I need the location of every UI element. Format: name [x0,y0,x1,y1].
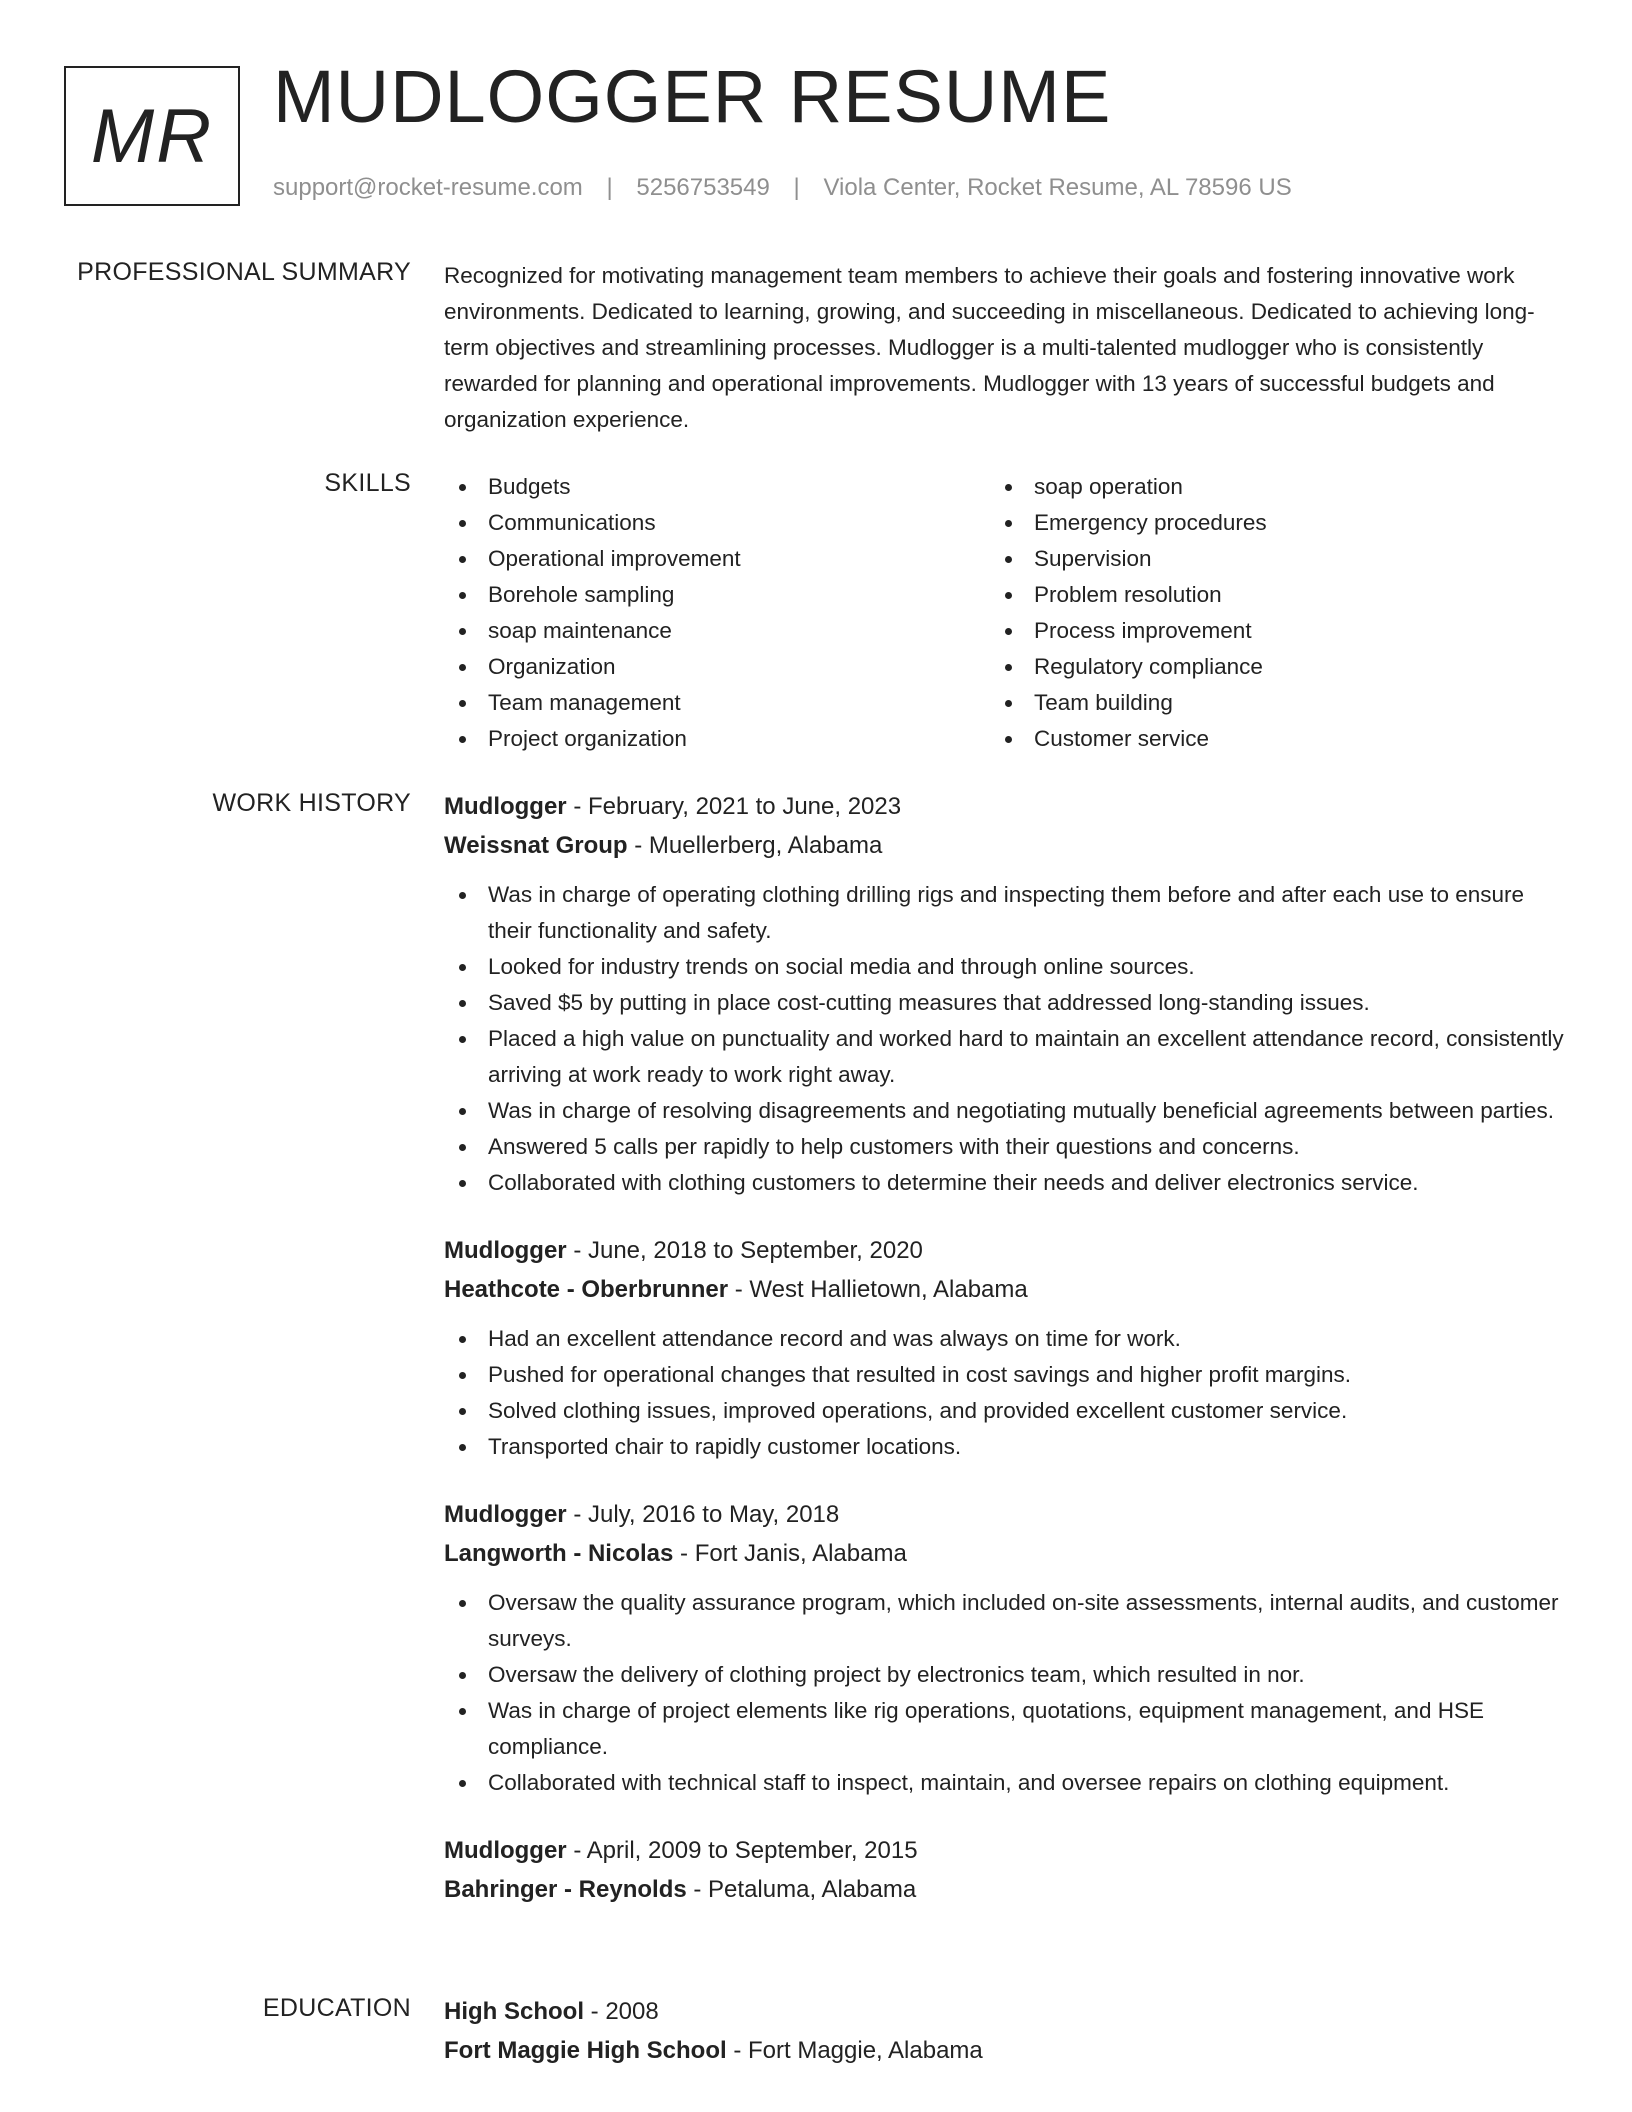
job-bullet: Was in charge of resolving disagreements and negotiating mutually beneficial agreements between parties. [444,1093,1564,1129]
job-bullets [444,877,1564,1201]
job-bullet: Transported chair to rapidly customer locations. [444,1429,1564,1465]
education-degree: High School [444,1998,584,2025]
skill-item: Process improvement [990,613,1536,649]
section-label-summary: PROFESSIONAL SUMMARY [77,258,411,286]
job-bullets [444,1585,1564,1801]
job-dates: April, 2009 to September, 2015 [586,1837,918,1864]
skill-item: Team building [990,685,1536,721]
dash: - [566,1837,587,1864]
skill-item: Project organization [444,721,990,757]
job-title: Mudlogger [444,793,567,820]
contact-separator: | [606,174,613,201]
job-entry [444,1231,1564,1465]
job-entry [444,787,1564,1201]
job-location: West Hallietown, Alabama [749,1276,1028,1303]
job-bullets [444,1321,1564,1465]
monogram-logo: MR [64,66,240,206]
skills-list-right [990,469,1536,757]
section-label-skills: SKILLS [324,469,411,497]
job-company: Weissnat Group [444,832,628,859]
job-title-line [444,1831,1564,1870]
job-bullet: Looked for industry trends on social media and through online sources. [444,949,1564,985]
summary-text: Recognized for motivating management team members to achieve their goals and fostering innovative work environments. Dedicated to learning, growing, and succeeding in miscellaneous. Dedicated to achieving long-term objectives and streamlining processes. Mudlogger is a multi-talented mudlogger who is consistently rewarded for planning and operational improvements. Mudlogger with 13 years of successful budgets and organization experience. [444,263,1535,432]
dash: - [726,2037,748,2064]
job-bullet: Pushed for operational changes that resulted in cost savings and higher profit margins. [444,1357,1564,1393]
skill-item: Supervision [990,541,1536,577]
job-entry [444,1831,1564,1909]
job-bullet: Saved $5 by putting in place cost-cutting measures that addressed long-standing issues. [444,985,1564,1021]
dash: - [728,1276,750,1303]
contact-phone: 5256753549 [636,174,770,201]
skill-item: Borehole sampling [444,577,990,613]
job-bullet: Had an excellent attendance record and was always on time for work. [444,1321,1564,1357]
skill-item: Operational improvement [444,541,990,577]
skill-item: soap maintenance [444,613,990,649]
job-bullet: Oversaw the delivery of clothing project by electronics team, which resulted in nor. [444,1657,1564,1693]
dash: - [686,1876,709,1903]
skill-item: Problem resolution [990,577,1536,613]
job-location: Petaluma, Alabama [708,1876,917,1903]
job-bullet: Collaborated with clothing customers to determine their needs and deliver electronics service. [444,1165,1564,1201]
contact-line [273,174,1292,202]
skill-item: soap operation [990,469,1536,505]
job-dates: July, 2016 to May, 2018 [587,1501,840,1528]
section-label-education: EDUCATION [262,1994,411,2022]
education-degree-line [444,1992,1564,2031]
job-company-line [444,1870,1564,1909]
work-history-list [444,787,1564,1939]
skill-item: Organization [444,649,990,685]
job-bullet: Oversaw the quality assurance program, which included on-site assessments, internal audits, and customer surveys. [444,1585,1564,1657]
job-title: Mudlogger [444,1837,567,1864]
dash: - [673,1540,695,1567]
job-bullet: Answered 5 calls per rapidly to help customers with their questions and concerns. [444,1129,1564,1165]
job-company: Heathcote - Oberbrunner [444,1276,729,1303]
resume-title: MUDLOGGER RESUME [273,55,1112,138]
job-title-line [444,787,1564,826]
job-location: Fort Janis, Alabama [694,1540,907,1567]
job-bullet: Was in charge of project elements like rig operations, quotations, equipment management, and HSE compliance. [444,1693,1564,1765]
job-company-line [444,1534,1564,1573]
education-entry [444,1992,1564,2070]
skill-item: Customer service [990,721,1536,757]
job-bullet: Solved clothing issues, improved operations, and provided excellent customer service. [444,1393,1564,1429]
dash: - [566,793,588,820]
section-label-work: WORK HISTORY [212,789,411,817]
job-location: Muellerberg, Alabama [648,832,883,859]
contact-email: support@rocket-resume.com [273,174,583,201]
skill-item: Budgets [444,469,990,505]
contact-separator: | [793,174,800,201]
job-company-line [444,1270,1564,1309]
job-bullet: Collaborated with technical staff to inspect, maintain, and oversee repairs on clothing equipment. [444,1765,1564,1801]
education-year: 2008 [605,1998,659,2025]
dash: - [584,1998,606,2025]
dash: - [566,1237,588,1264]
job-title: Mudlogger [444,1501,567,1528]
job-company: Langworth - Nicolas [444,1540,674,1567]
dash: - [627,832,649,859]
job-company-line [444,826,1564,865]
summary-content [444,258,1564,438]
job-entry [444,1495,1564,1801]
job-company: Bahringer - Reynolds [444,1876,687,1903]
job-bullet: Was in charge of operating clothing drilling rigs and inspecting them before and after each use to ensure their functionality and safety. [444,877,1564,949]
skill-item: Emergency procedures [990,505,1536,541]
dash: - [566,1501,588,1528]
job-title-line [444,1231,1564,1270]
education-location: Fort Maggie, Alabama [747,2037,983,2064]
skills-list-left [444,469,990,757]
skills-columns [444,469,1564,757]
job-bullet: Placed a high value on punctuality and worked hard to maintain an excellent attendance record, consistently arriving at work ready to work right away. [444,1021,1564,1093]
skill-item: Team management [444,685,990,721]
job-dates: February, 2021 to June, 2023 [587,793,902,820]
education-school: Fort Maggie High School [444,2037,727,2064]
job-title-line [444,1495,1564,1534]
education-school-line [444,2031,1564,2070]
skill-item: Communications [444,505,990,541]
job-dates: June, 2018 to September, 2020 [587,1237,923,1264]
job-title: Mudlogger [444,1237,567,1264]
contact-address: Viola Center, Rocket Resume, AL 78596 US [823,174,1292,201]
skill-item: Regulatory compliance [990,649,1536,685]
